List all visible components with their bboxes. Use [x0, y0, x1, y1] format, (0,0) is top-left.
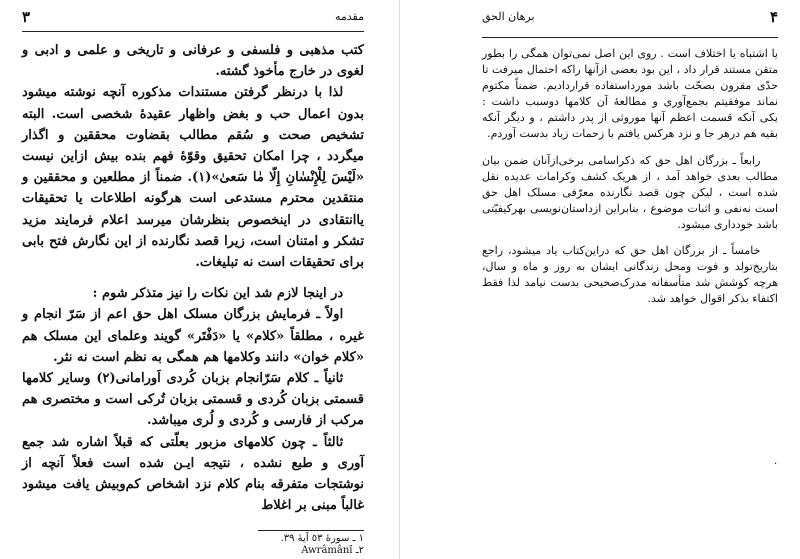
right-page-body: [482, 46, 778, 307]
right-page-header: [482, 8, 778, 30]
left-page-body: [22, 40, 364, 516]
footnote-1: ١ ـ سورهٔ ٥٣ آیهٔ ٣٩.: [280, 533, 364, 544]
left-paragraph-2: لذا با درنظر گرفتن مستندات مذکوره آنچه نوشته میشود بدون اعمال حب و بغض واظهار عقیدهٔ شخصی است. البته تشخیص صحت و سُقم مطالب بقضاوت محققین و اگذار میگردد ، چرا امکان تحقیق وقوّهٔ فهم بنده بیش ازاین نیست «لَيْسَ لِلْإِنْسٰانِ إِلّا مٰا سَعىٰ»(١). ضمناً از مطلعین و محققین و منتقدین محترم مستدعی است هرگونه اطلاعات یا تحقیقات یاانتقادی در اینخصوص بنظرشان میرسد اعلام فرمایند مزید تشکر و امتنان است، زیرا قصد نگارنده از این نگارش فتح بابی برای تحقیقات است نه تبلیغات.: [22, 85, 364, 271]
left-paragraph-5: ثانیاً ـ کلام سَرّانجام بزبان کُردی اَورامانی(٢) وسایر کلامها قسمتی بزبان کُردی و قسمتی بزبان تُرکی است و مختصری هم مرکب از فارسی و کُردی و لُری میباشد.: [22, 371, 364, 429]
left-running-title: مقدمه: [334, 10, 364, 23]
right-running-title: برهان الحق: [482, 10, 535, 23]
left-paragraph-6: ثالثاً ـ چون کلامهای مزبور بعلّتی که قبلاً اشاره شد جمع آوری و طبع نشده ، نتیجه ایـن شده است فعلاً آنچه از نوشتجات متفرقه بنام کلام نزد اشخاص کم‌وبیش یافت میشود غالباً مبنی بر اغلاط: [22, 434, 364, 514]
right-paragraph-2: رابعاً ـ بزرگان اهل حق که ذکراسامی برخی‌ازآنان ضمن بیان مطالب بعدی خواهد آمد ، از هریک کشف وکرامات عدیده نقل شده است ، لیکن چون قصد نگارنده معرّفی مسلک اهل حق است نه‌نفی و اثبات موضوع ، بنابراین ازداستان‌نویسی بهرکیفیّتی باشد خودداری میشود.: [482, 153, 778, 231]
right-page-number: ۴: [769, 8, 778, 26]
left-page-number: ٣: [22, 8, 31, 26]
left-header-rule: [22, 31, 364, 32]
right-header-rule: [482, 37, 778, 38]
left-page-header: [22, 8, 364, 30]
footnotes: [240, 533, 364, 557]
left-paragraph-4: اولاً ـ فرمایش بزرگان مسلک اهل حق اعم از سَرّ انجام و غیره ، مطلقاً «کلام» یا «دَفْتَر» گویند وعلمای این مسلک هم «کلام خوان» دانند وکلامها هم همگی به نظم است نه نثر.: [22, 307, 364, 365]
footnote-rule: [258, 530, 364, 531]
page-speck: ·: [774, 459, 778, 470]
right-paragraph-1: یا اشتباه یا اختلاف است . روی این اصل نمی‌توان همگی را بطور متقن مستند قرار داد ، این بود بعضی ازآنها راکه احتمال میرفت تا حدّی مقرون بصحّت باشد مورداستفاده قراردادیم. ضمناً مکتوم نماند موفقیتم بجمع‌آوری و مطالعهٔ آن کلامها دوسبب داشت : یکی آنکه قسمت اعظم آنها موروثی از پدر داشتم ، و دیگر آنکه بقیه هم درهر جا و نزد هرکس یافتم با زحمات زیاد بدست آوردم.: [482, 47, 778, 141]
right-paragraph-3: خامساً ـ از بزرگان اهل حق که دراین‌کتاب یاد میشود، راجع بتاریخ‌تولد و فوت ومحل زندگانی ایشان به روز و ماه و سال، هرچه کوشش شد متأسفانه مدرک‌صحیحی بدست نیامد لذا فقط اکتفاء بذکر اقوال خواهد شد.: [482, 244, 778, 306]
left-paragraph-3: در اینجا لازم شد این نکات را نیز متذکر شوم :: [92, 286, 344, 302]
right-page: [400, 0, 800, 559]
left-paragraph-1: کتب مذهبی و فلسفی و عرفانی و تاریخی و علمی و ادبی و لغوی در خارج مأخوذ گشته.: [22, 43, 364, 80]
footnote-2: ٢ـ Awrâmânî: [301, 545, 364, 556]
